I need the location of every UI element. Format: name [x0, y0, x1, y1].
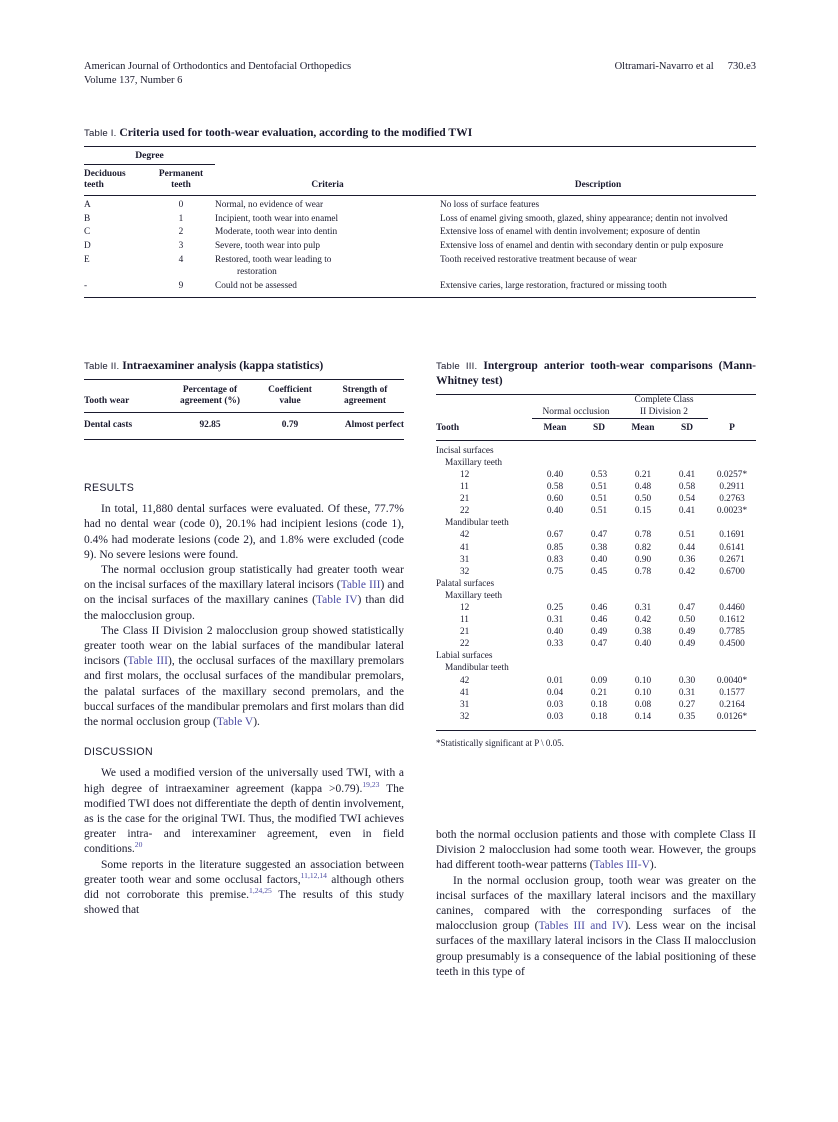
cell-deciduous: A	[84, 199, 91, 210]
cell-normal-mean: 0.03	[546, 711, 564, 722]
table-2-col-toothwear: Tooth wear	[84, 396, 130, 407]
cell-criteria: Normal, no evidence of wear	[215, 199, 324, 210]
cell-classii-mean: 0.15	[634, 506, 652, 517]
cell-normal-sd: 0.46	[590, 615, 608, 626]
table-row	[436, 481, 756, 493]
table-1-bottom-rule	[84, 297, 756, 298]
cell-normal-sd: 0.18	[590, 711, 608, 722]
cell-permanent: 4	[178, 255, 184, 266]
table-iv-reference[interactable]: Table IV	[315, 594, 358, 607]
cell-permanent: 1	[178, 213, 184, 224]
cell-p-value: 0.2911	[719, 482, 745, 493]
cell-classii-sd: 0.31	[678, 687, 696, 698]
table-row	[84, 413, 404, 439]
cell-normal-mean: 0.40	[546, 627, 564, 638]
table-v-reference[interactable]: Table V	[216, 716, 254, 729]
table-row	[84, 196, 756, 213]
text-run: We used a modified version of the universally used TWI, with a high degree of intraexaminer agreement (kappa >0.79).	[84, 767, 404, 795]
cell-normal-mean: 0.58	[546, 482, 564, 493]
table-row-subsection	[436, 590, 756, 602]
results-heading: RESULTS	[84, 482, 135, 494]
cell-classii-mean: 0.78	[634, 566, 652, 577]
table-3-group-classii-line1: Complete Class	[634, 395, 694, 405]
tables-iii-iv-reference[interactable]: Tables III and IV	[538, 920, 625, 933]
cell-normal-sd: 0.53	[590, 469, 608, 480]
table-row	[436, 687, 756, 699]
cell-permanent: 3	[178, 241, 184, 252]
text-run: both the normal occlusion patients and those with complete Class II Division 2 malocclusion had some tooth wear. However, the groups had different tooth-wear patterns (	[436, 829, 756, 872]
cell-classii-sd: 0.44	[678, 542, 696, 553]
results-paragraph-1: In total, 11,880 dental surfaces were evaluated. Of these, 77.7% had no dental wear (code 0), 20.1% had incipient lesions (code 1), 0.4% had moderate lesions (code 2), and 1.8% were excluded (code 9). No severe lesions were found.	[84, 503, 404, 561]
cell-classii-mean: 0.31	[634, 603, 652, 613]
table-row	[436, 602, 756, 614]
table-3-header-row	[436, 419, 756, 440]
cell-tooth: 41	[460, 542, 470, 553]
table-row	[84, 240, 756, 254]
cell-normal-mean: 0.04	[546, 687, 564, 698]
table-2-col-percentage: Percentage of agreement (%)	[180, 385, 240, 407]
table-row	[436, 626, 756, 638]
table-1-col-criteria: Criteria	[311, 179, 344, 190]
text-run: ). Less wear on the incisal surfaces of the maxillary lateral incisors in the Class II malocclusion group presumably is a consequence of the labial positioning of these teeth in this type of	[436, 920, 757, 978]
table-2-grid	[84, 380, 404, 412]
tables-iii-v-reference[interactable]: Tables III-V	[593, 859, 650, 872]
cell-normal-sd: 0.46	[590, 603, 608, 613]
text-run: ) than did the malocclusion group.	[84, 594, 404, 622]
text-run: ).	[253, 716, 260, 729]
cell-deciduous: B	[84, 213, 91, 224]
cell-tooth: 11	[460, 615, 469, 626]
table-3-group-normal-occlusion: Normal occlusion	[532, 407, 620, 419]
table-row	[436, 469, 756, 481]
table-1-col-permanent: Permanent teeth	[158, 168, 204, 190]
cell-classii-sd: 0.27	[678, 699, 696, 710]
cell-tooth: 31	[460, 554, 470, 565]
cell-p-value: 0.0257*	[716, 469, 748, 480]
table-3-group-line2-row	[436, 407, 756, 419]
table-2-col-coefficient: Coefficient value	[268, 385, 312, 407]
cell-normal-sd: 0.51	[590, 494, 608, 505]
table-1-col-description: Description	[574, 179, 622, 190]
cell-normal-mean: 0.60	[546, 494, 564, 505]
table-row	[436, 554, 756, 566]
table-row-subsection	[436, 517, 756, 529]
cell-tooth: 22	[460, 639, 470, 650]
cell-tooth: 32	[460, 711, 470, 722]
cell-normal-mean: 0.75	[546, 566, 564, 577]
table-2-title: Intraexaminer analysis (kappa statistics)	[122, 359, 324, 372]
cell-description: Extensive caries, large restoration, fractured or missing tooth	[440, 281, 667, 292]
table-row	[436, 675, 756, 687]
cell-classii-mean: 0.82	[634, 542, 652, 553]
cell-normal-sd: 0.45	[590, 566, 608, 577]
table-row	[436, 529, 756, 541]
cell-classii-sd: 0.47	[678, 603, 696, 613]
text-run: The normal occlusion group statistically had greater tooth wear on the incisal surfaces of the maxillary lateral incisors (	[84, 564, 404, 592]
cell-criteria: Severe, tooth wear into pulp	[215, 241, 321, 252]
cell-tooth: 42	[460, 675, 470, 686]
table-iii-reference[interactable]: Table III	[340, 579, 381, 592]
cell-tooth: 31	[460, 699, 470, 710]
cell-description: Tooth received restorative treatment because of wear	[440, 255, 637, 266]
cell-classii-sd: 0.49	[678, 639, 696, 650]
table-3-group-normal-line1	[532, 395, 620, 407]
table-row	[436, 614, 756, 626]
table-1-body	[84, 196, 756, 294]
cell-classii-sd: 0.54	[678, 494, 696, 505]
cell-p-value: 0.7785	[719, 627, 745, 638]
cell-p-value: 0.0023*	[716, 506, 748, 517]
table-2	[84, 359, 404, 440]
cell-deciduous: E	[84, 255, 90, 266]
cell-classii-mean: 0.21	[634, 469, 652, 480]
running-head	[84, 60, 756, 88]
cell-classii-mean: 0.78	[634, 530, 652, 541]
cell-classii-mean: 0.90	[634, 554, 652, 565]
discussion-paragraph-2	[84, 858, 404, 919]
cell-classii-sd: 0.58	[678, 482, 696, 493]
table-3-footnote: *Statistically significant at P \ 0.05.	[436, 737, 564, 748]
subsection-label: Maxillary teeth	[445, 590, 503, 601]
table-row-section	[436, 578, 756, 590]
table-3-col-classii-sd: SD	[681, 423, 693, 434]
table-2-body	[84, 413, 404, 439]
table-3-body	[436, 441, 756, 727]
cell-normal-sd: 0.47	[590, 639, 608, 650]
cell-normal-mean: 0.40	[546, 469, 564, 480]
cell-deciduous: C	[84, 227, 91, 238]
table-3-col-tooth: Tooth	[436, 423, 460, 434]
right-text-column	[436, 828, 756, 980]
table-row-subsection	[436, 662, 756, 674]
cell-normal-sd: 0.51	[590, 482, 608, 493]
cell-tooth: 21	[460, 627, 470, 638]
text-run: although others did not corroborate this premise.	[84, 873, 404, 902]
journal-name: American Journal of Orthodontics and Dentofacial Orthopedics	[84, 61, 352, 72]
cell-classii-mean: 0.08	[634, 699, 652, 710]
cell-p-value: 0.2164	[719, 699, 745, 710]
section-spacer	[84, 730, 404, 745]
cell-p-value: 0.0040*	[716, 675, 748, 686]
table-row	[436, 638, 756, 650]
table-row-subsection	[436, 457, 756, 469]
running-authors: Oltramari-Navarro et al	[614, 61, 714, 72]
table-3-col-normal-sd: SD	[593, 423, 605, 434]
table-row	[436, 699, 756, 711]
citation-reference[interactable]: 20	[134, 840, 143, 850]
cell-deciduous: D	[84, 241, 91, 252]
text-run: ) and on the incisal surfaces of the maxillary canines (	[84, 579, 404, 607]
citation-reference[interactable]: 11,12,14	[300, 871, 327, 881]
cell-description: No loss of surface features	[440, 199, 540, 210]
table-2-col-strength: Strength of agreement	[342, 385, 388, 407]
subsection-label: Maxillary teeth	[445, 457, 503, 468]
cell-classii-sd: 0.30	[678, 675, 696, 686]
text-run: ), the occlusal surfaces of the maxillary premolars and first molars, the occlusal surfaces of the mandibular premolars, the palatal surfaces of the maxillary second premolars, and the buccal surfaces of the mandibular premolars and first molars than did the normal occlusion group (	[84, 655, 404, 729]
text-run: ).	[649, 859, 657, 872]
cell-classii-mean: 0.38	[634, 627, 652, 638]
cell-tooth: 12	[460, 603, 470, 613]
cell-normal-sd: 0.18	[590, 699, 608, 710]
text-run: In the normal occlusion group, tooth wear was greater on the incisal surfaces of the maxillary lateral incisors and the maxillary canines, compared with the corresponding surfaces of the malocclusion group (	[436, 874, 756, 933]
cell-classii-sd: 0.36	[678, 554, 696, 565]
cell-strength-agreement: Almost perfect	[344, 420, 404, 431]
cell-p-value: 0.1691	[719, 530, 745, 541]
table-row	[436, 711, 756, 727]
page-number: 730.e3	[727, 61, 756, 72]
table-3-title: Intergroup anterior tooth-wear comparisons (Mann-Whitney test)	[436, 359, 756, 387]
cell-normal-mean: 0.03	[546, 699, 564, 710]
table-row	[84, 280, 756, 294]
table-3-label: Table III.	[436, 361, 478, 372]
cell-normal-sd: 0.51	[590, 506, 608, 517]
cell-classii-mean: 0.42	[634, 615, 652, 626]
cell-normal-mean: 0.33	[546, 639, 564, 650]
cell-criteria: Could not be assessed	[215, 281, 297, 292]
cell-classii-mean: 0.48	[634, 482, 652, 493]
cell-p-value: 0.1577	[719, 687, 745, 698]
table-1	[84, 126, 756, 298]
cell-classii-mean: 0.40	[634, 639, 652, 650]
cell-normal-sd: 0.38	[590, 542, 608, 553]
table-2-caption	[84, 359, 404, 374]
cell-normal-sd: 0.47	[590, 530, 608, 541]
table-3-caption	[436, 359, 756, 388]
discussion-heading: DISCUSSION	[84, 746, 153, 759]
subsection-label: Mandibular teeth	[445, 518, 509, 529]
table-1-label: Table I.	[84, 128, 117, 139]
cell-p-value: 0.0126*	[716, 711, 748, 722]
cell-classii-mean: 0.10	[634, 687, 652, 698]
cell-p-value: 0.2671	[719, 554, 745, 565]
text-run: Some reports in the literature suggested an association between greater tooth wear and some occlusal factors,	[84, 858, 404, 886]
results-paragraph-2	[84, 563, 404, 624]
cell-classii-sd: 0.35	[678, 711, 696, 722]
table-1-col-deciduous: Deciduous teeth	[84, 168, 126, 190]
table-row	[84, 213, 756, 227]
right-paragraph-2	[436, 874, 756, 980]
cell-normal-mean: 0.83	[546, 554, 564, 565]
cell-normal-mean: 0.67	[546, 530, 564, 541]
cell-tooth: 22	[460, 506, 470, 517]
table-2-header-row	[84, 380, 404, 412]
right-paragraph-1	[436, 828, 756, 874]
table-3-col-classii-mean: Mean	[631, 423, 655, 434]
discussion-paragraph-1	[84, 766, 404, 857]
table-1-title: Criteria used for tooth-wear evaluation, according to the modified TWI	[119, 126, 473, 139]
cell-normal-mean: 0.25	[546, 603, 564, 613]
cell-tooth: 42	[460, 530, 470, 541]
cell-normal-sd: 0.49	[590, 627, 608, 638]
section-label: Labial surfaces	[436, 651, 493, 662]
table-3-group-complete-class-ii: II Division 2	[620, 407, 708, 419]
cell-p-value: 0.4460	[719, 603, 745, 613]
table-row	[436, 566, 756, 578]
cell-classii-sd: 0.42	[678, 566, 696, 577]
cell-criteria: Incipient, tooth wear into enamel	[215, 213, 339, 224]
text-run: The results of this study showed that	[84, 889, 405, 917]
cell-normal-mean: 0.01	[546, 675, 564, 686]
cell-classii-sd: 0.41	[678, 469, 696, 480]
table-1-header-row	[84, 164, 756, 195]
table-row	[436, 493, 756, 505]
subsection-label: Mandibular teeth	[445, 663, 509, 674]
cell-classii-sd: 0.49	[678, 627, 696, 638]
table-3-grid	[436, 395, 756, 440]
table-2-label: Table II.	[84, 361, 120, 372]
cell-permanent: 9	[178, 281, 184, 292]
cell-tooth: 41	[460, 687, 470, 698]
cell-p-value: 0.6700	[719, 566, 745, 577]
cell-p-value: 0.6141	[719, 542, 745, 553]
cell-criteria: Moderate, tooth wear into dentin	[215, 227, 338, 238]
table-row	[84, 254, 756, 280]
cell-tooth: 21	[460, 494, 470, 505]
section-label: Palatal surfaces	[436, 578, 495, 589]
cell-tooth: 11	[460, 482, 469, 493]
cell-p-value: 0.2763	[719, 494, 745, 505]
cell-p-value: 0.4500	[719, 639, 745, 650]
cell-description: Loss of enamel giving smooth, glazed, shiny appearance; dentin not involved	[440, 213, 728, 224]
text-run: The modified TWI does not differentiate the depth of dentin involvement, as is the case for the original TWI. Thus, the modified TWI achieves greater intra- and interexaminer agreement, even in field conditions.	[84, 782, 404, 856]
cell-classii-sd: 0.51	[678, 530, 696, 541]
table-1-grid	[84, 147, 756, 195]
cell-classii-sd: 0.50	[678, 615, 696, 626]
cell-normal-sd: 0.09	[590, 675, 608, 686]
table-row-section	[436, 441, 756, 457]
cell-criteria: Restored, tooth wear leading to restoration	[215, 255, 332, 278]
citation-reference[interactable]: 19,23	[362, 779, 380, 789]
table-iii-reference[interactable]: Table III	[127, 655, 168, 668]
cell-normal-mean: 0.31	[546, 615, 564, 626]
cell-description: Extensive loss of enamel and dentin with secondary dentin or pulp exposure	[440, 241, 724, 252]
cell-classii-sd: 0.41	[678, 506, 696, 517]
cell-normal-mean: 0.40	[546, 506, 564, 517]
text-run: The Class II Division 2 malocclusion group showed statistically greater tooth wear on the labial surfaces of the mandibular lateral incisors (	[84, 624, 404, 668]
cell-coefficient-value: 0.79	[281, 420, 299, 431]
table-row	[436, 542, 756, 554]
cell-classii-mean: 0.10	[634, 675, 652, 686]
cell-tooth: 32	[460, 566, 470, 577]
table-2-bottom-rule	[84, 439, 404, 440]
table-row	[436, 505, 756, 517]
cell-percentage-agreement: 92.85	[199, 420, 221, 431]
cell-classii-mean: 0.50	[634, 494, 652, 505]
cell-tooth-wear: Dental casts	[84, 420, 133, 431]
cell-p-value: 0.1612	[719, 615, 745, 626]
cell-permanent: 0	[178, 199, 184, 210]
table-3-col-p: P	[729, 423, 735, 434]
cell-permanent: 2	[178, 227, 184, 238]
table-1-caption	[84, 126, 756, 141]
table-3-col-normal-mean: Mean	[543, 423, 567, 434]
table-3	[436, 359, 756, 749]
cell-description: Extensive loss of enamel with dentin involvement; exposure of dentin	[440, 227, 700, 238]
cell-classii-mean: 0.14	[634, 711, 652, 722]
section-label: Incisal surfaces	[436, 445, 494, 456]
table-1-group-header-row	[84, 147, 756, 164]
table-3-group-line1-row	[436, 395, 756, 407]
volume-issue: Volume 137, Number 6	[84, 75, 183, 86]
cell-normal-sd: 0.21	[590, 687, 608, 698]
table-row	[84, 226, 756, 240]
results-paragraph-3	[84, 624, 404, 730]
citation-reference[interactable]: 1,24,25	[249, 886, 272, 896]
table-1-degree-header: Degree	[84, 147, 215, 164]
cell-normal-sd: 0.40	[590, 554, 608, 565]
cell-deciduous: -	[84, 281, 88, 292]
cell-normal-mean: 0.85	[546, 542, 564, 553]
cell-tooth: 12	[460, 469, 470, 480]
table-row-section	[436, 650, 756, 662]
left-text-column	[84, 481, 404, 918]
